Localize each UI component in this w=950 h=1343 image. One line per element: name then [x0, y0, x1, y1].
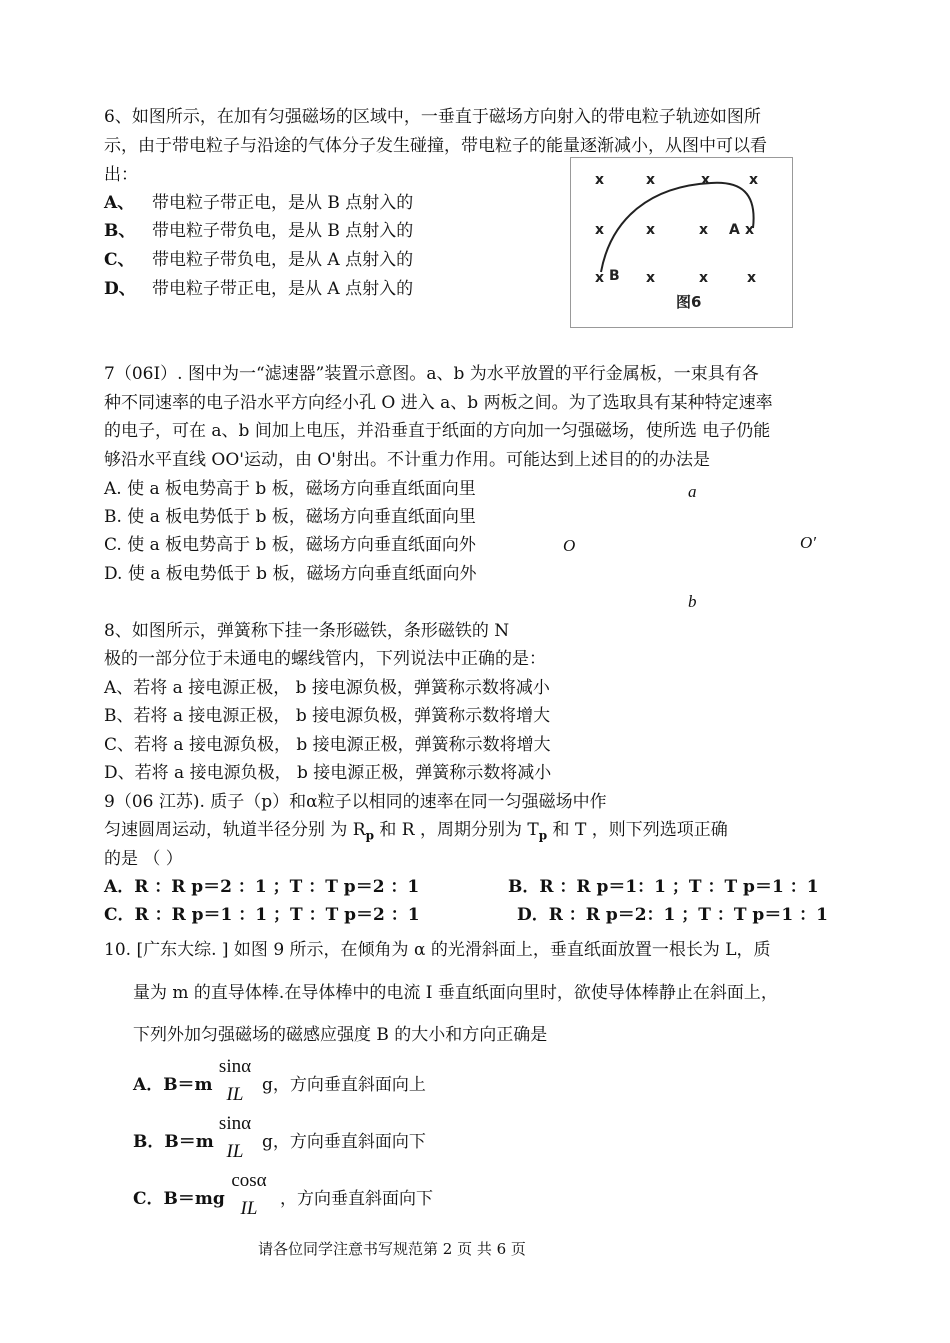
field-mark: x: [646, 172, 656, 188]
q10-option-a-prefix: A．B＝m: [133, 1075, 213, 1095]
q7-option-b: B. 使 a 板电势低于 b 板，磁场方向垂直纸面向里: [104, 507, 476, 527]
point-a-label: A: [729, 222, 740, 238]
q6-option-c: [104, 249, 413, 271]
q7-line-3: 的电子，可在 a、b 间加上电压，并沿垂直于纸面的方向加一匀强磁场，使所选 电子仍能: [104, 421, 771, 441]
q8-option-a: A、若将 a 接电源正极， b 接电源负极，弹簧称示数将减小: [104, 678, 550, 698]
q9-line-2: [104, 819, 728, 846]
q6-option-d-text: 带电粒子带正电，是从 A 点射入的: [152, 279, 414, 299]
q6-option-d-label: D、: [104, 279, 136, 299]
q9-option-c: C．R ：R p＝1 ：1 ；T ：T p＝2 ：1: [104, 905, 420, 925]
q9-option-a: A．R ：R p＝2 ：1 ；T ：T p＝2 ：1: [104, 877, 420, 897]
field-mark: x: [745, 222, 755, 238]
plate-b-label: b: [688, 592, 697, 611]
q6-option-b: [104, 220, 413, 242]
q10-option-c-numerator: cosα: [231, 1170, 267, 1191]
field-mark: x: [749, 172, 759, 188]
field-mark: x: [699, 270, 709, 286]
figure-6: [570, 157, 793, 328]
q10-option-c-prefix: C．B＝mg: [133, 1189, 225, 1209]
q9-option-d: D．R ：R p＝2：1 ；T ：T p＝1 ：1: [517, 905, 828, 925]
q10-option-b-prefix: B．B＝m: [133, 1132, 214, 1152]
q10-option-a-numerator: sinα: [218, 1056, 252, 1077]
q8-option-c: C、若将 a 接电源负极， b 接电源正极，弹簧称示数将增大: [104, 735, 551, 755]
q10-option-b-suffix: g，方向垂直斜面向下: [262, 1132, 426, 1152]
q6-option-c-text: 带电粒子带负电，是从 A 点射入的: [152, 250, 414, 270]
q8-line-1: 8、如图所示，弹簧称下挂一条形磁铁，条形磁铁的 N: [104, 621, 510, 641]
q6-option-b-text: 带电粒子带负电，是从 B 点射入的: [152, 221, 414, 241]
q10-line-3: 下列外加匀强磁场的磁感应强度 B 的大小和方向正确是: [133, 1025, 548, 1045]
figure-6-drawing: [571, 158, 794, 329]
q7-option-a: A. 使 a 板电势高于 b 板，磁场方向垂直纸面向里: [104, 479, 476, 499]
field-mark: x: [646, 270, 656, 286]
field-mark: x: [595, 172, 605, 188]
q7-option-d: D. 使 a 板电势低于 b 板，磁场方向垂直纸面向外: [104, 564, 477, 584]
hole-o-prime-label: O′: [800, 533, 816, 552]
q10-line-2: 量为 m 的直导体棒.在导体棒中的电流 I 垂直纸面向里时，欲使导体棒静止在斜面上，: [133, 983, 778, 1003]
q6-option-b-label: B、: [104, 221, 136, 241]
field-mark: x: [699, 222, 709, 238]
q9-line-3: 的是 （ ）: [104, 849, 183, 869]
q8-line-2: 极的一部分位于未通电的螺线管内，下列说法中正确的是：: [104, 649, 546, 669]
page-footer: 请各位同学注意书写规范第 2 页 共 6 页: [258, 1240, 526, 1258]
q8-option-d: D、若将 a 接电源负极， b 接电源正极，弹簧称示数将减小: [104, 763, 552, 783]
q10-option-b-numerator: sinα: [218, 1113, 252, 1134]
q7-option-c: C. 使 a 板电势高于 b 板，磁场方向垂直纸面向外: [104, 535, 476, 555]
q10-line-1: 10. [广东大综. ] 如图 9 所示，在倾角为 α 的光滑斜面上，垂直纸面放置一根长为 L，质: [104, 940, 771, 960]
q10-option-a-suffix: g，方向垂直斜面向上: [262, 1075, 426, 1095]
q9-period-sub: p: [538, 828, 548, 843]
point-b-label: B: [609, 268, 620, 284]
plate-a-label: a: [688, 482, 697, 501]
field-mark: x: [595, 270, 605, 286]
q6-option-a: [104, 192, 413, 214]
q6-line-2: 示，由于带电粒子与沿途的气体分子发生碰撞，带电粒子的能量逐渐减小，从图中可以看: [104, 136, 767, 156]
field-mark: x: [595, 222, 605, 238]
q6-option-a-text: 带电粒子带正电，是从 B 点射入的: [152, 193, 414, 213]
figure-6-caption: 图6: [676, 293, 702, 311]
q6-line-3: 出：: [104, 165, 138, 185]
q7-line-1: 7（06Ⅰ）. 图中为一“滤速器”装置示意图。a、b 为水平放置的平行金属板，一束具有各: [104, 364, 759, 384]
q7-line-4: 够沿水平直线 OO'运动，由 O'射出。不计重力作用。可能达到上述目的的办法是: [104, 450, 710, 470]
q6-option-c-label: C、: [104, 250, 135, 270]
q6-option-a-label: A、: [104, 193, 135, 213]
q10-option-c-suffix: ，方向垂直斜面向下: [280, 1189, 433, 1209]
q9-line-2-mid: 和 R ，周期分别为 T: [374, 820, 539, 840]
q9-line-2-end: 和 T ，则下列选项正确: [547, 820, 728, 840]
q9-line-2-start: 匀速圆周运动，轨道半径分别 为 R: [104, 820, 366, 840]
q10-option-a-denominator: IL: [226, 1084, 244, 1105]
field-mark: x: [701, 172, 711, 188]
q8-option-b: B、若将 a 接电源正极， b 接电源负极，弹簧称示数将增大: [104, 706, 551, 726]
field-mark: x: [646, 222, 656, 238]
q10-option-b-denominator: IL: [226, 1141, 244, 1162]
q9-line-1: 9（06 江苏). 质子（p）和α粒子以相同的速率在同一匀强磁场中作: [104, 792, 607, 812]
field-mark: x: [747, 270, 757, 286]
q10-option-c-denominator: IL: [240, 1198, 258, 1219]
q9-option-b: B．R ：R p＝1：1 ；T ：T p＝1 ：1: [508, 877, 819, 897]
q6-line-1: 6、如图所示，在加有匀强磁场的区域中，一垂直于磁场方向射入的带电粒子轨迹如图所: [104, 107, 761, 127]
q7-line-2: 种不同速率的电子沿水平方向经小孔 O 进入 a、b 两板之间。为了选取具有某种特定速率: [104, 393, 773, 413]
q9-radius-sub: p: [365, 828, 374, 843]
hole-o-label: O: [563, 536, 576, 555]
q6-option-d: [104, 278, 413, 300]
